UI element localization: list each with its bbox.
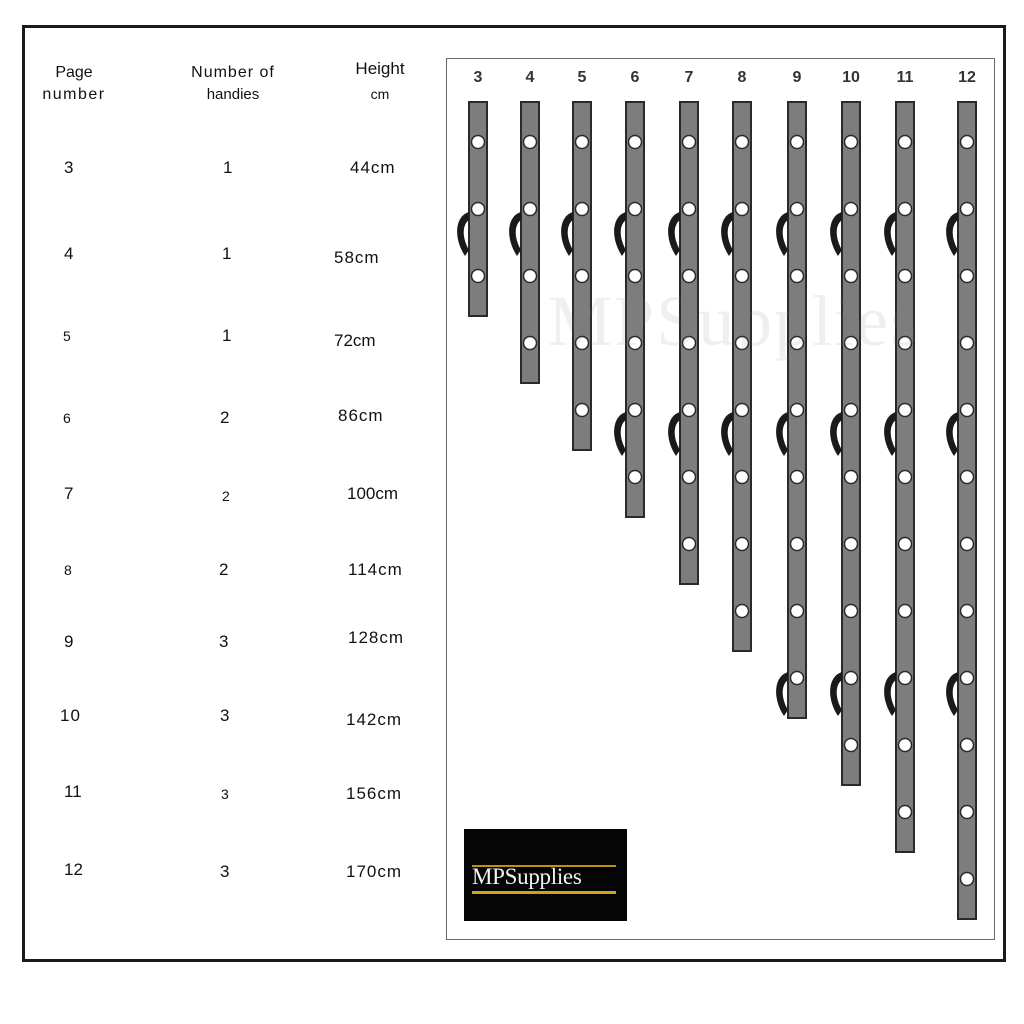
rung-hole xyxy=(683,136,696,149)
rung-hole xyxy=(683,538,696,551)
rung-hole xyxy=(845,672,858,685)
rung-hole xyxy=(899,136,912,149)
rung-hole xyxy=(629,270,642,283)
column-label: 11 xyxy=(896,69,914,86)
rung-hole xyxy=(736,605,749,618)
rung-hole xyxy=(472,136,485,149)
rung-hole xyxy=(791,404,804,417)
rung-hole xyxy=(524,136,537,149)
rung-hole xyxy=(845,605,858,618)
handle-icon xyxy=(614,212,626,256)
rung-hole xyxy=(472,203,485,216)
rung-hole xyxy=(629,471,642,484)
rung-hole xyxy=(791,471,804,484)
rung-hole xyxy=(683,404,696,417)
page-number-cell: 12 xyxy=(64,860,83,879)
rung-hole xyxy=(899,337,912,350)
page-number-cell: 3 xyxy=(64,158,74,177)
rung-hole xyxy=(845,471,858,484)
rung-hole xyxy=(961,337,974,350)
handle-icon xyxy=(884,672,896,716)
header-page-number: Page number xyxy=(42,64,106,103)
handle-icon xyxy=(457,212,469,256)
rung-hole xyxy=(791,337,804,350)
rung-hole xyxy=(736,337,749,350)
rung-hole xyxy=(899,672,912,685)
mpsupplies-logo xyxy=(464,829,627,921)
page-number-cell: 5 xyxy=(63,328,71,344)
rung-hole xyxy=(791,672,804,685)
page-number-cell: 8 xyxy=(64,562,72,578)
handle-icon xyxy=(776,412,788,456)
height-cell: 128cm xyxy=(348,628,405,647)
rung-hole xyxy=(629,136,642,149)
handle-icon xyxy=(946,672,958,716)
rung-hole xyxy=(629,404,642,417)
rung-hole xyxy=(899,739,912,752)
rung-hole xyxy=(576,136,589,149)
rung-hole xyxy=(576,337,589,350)
rung-hole xyxy=(899,471,912,484)
rung-hole xyxy=(524,337,537,350)
column-label: 7 xyxy=(684,69,694,86)
rung-hole xyxy=(736,136,749,149)
rung-hole xyxy=(845,270,858,283)
page-number-cell: 10 xyxy=(60,706,81,725)
height-cell: 156cm xyxy=(346,784,403,803)
rung-hole xyxy=(576,203,589,216)
height-cell: 100cm xyxy=(347,484,399,503)
column-label: 12 xyxy=(958,69,976,86)
rung-hole xyxy=(961,605,974,618)
rung-hole xyxy=(791,203,804,216)
column-label: 4 xyxy=(525,69,535,86)
header-height: Height cm xyxy=(355,59,405,102)
column-label: 9 xyxy=(792,69,802,86)
column-label: 6 xyxy=(630,69,640,86)
ladder-bar xyxy=(733,102,751,651)
handies-cell: 3 xyxy=(220,706,230,725)
rung-hole xyxy=(791,605,804,618)
handle-icon xyxy=(776,672,788,716)
rung-hole xyxy=(899,605,912,618)
page-number-cell: 7 xyxy=(64,484,74,503)
column-label: 10 xyxy=(842,69,860,86)
rung-hole xyxy=(961,270,974,283)
rung-hole xyxy=(899,538,912,551)
handle-icon xyxy=(668,212,680,256)
height-cell: 86cm xyxy=(338,406,384,425)
rung-hole xyxy=(736,471,749,484)
rung-hole xyxy=(736,270,749,283)
rung-hole xyxy=(791,538,804,551)
handies-cell: 2 xyxy=(222,488,230,504)
rung-hole xyxy=(736,538,749,551)
rung-hole xyxy=(845,739,858,752)
height-cell: 142cm xyxy=(346,710,403,729)
rung-hole xyxy=(845,136,858,149)
page-number-cell: 4 xyxy=(64,244,74,263)
rung-hole xyxy=(899,203,912,216)
column-label: 8 xyxy=(737,69,747,86)
rung-hole xyxy=(961,806,974,819)
handle-icon xyxy=(884,212,896,256)
rung-hole xyxy=(736,404,749,417)
rung-hole xyxy=(683,337,696,350)
rung-hole xyxy=(472,270,485,283)
handies-cell: 2 xyxy=(219,560,229,579)
rung-hole xyxy=(961,404,974,417)
handle-icon xyxy=(884,412,896,456)
height-cell: 114cm xyxy=(348,560,403,579)
rung-hole xyxy=(961,672,974,685)
handies-cell: 1 xyxy=(223,158,233,177)
height-cell: 58cm xyxy=(334,248,380,267)
rung-hole xyxy=(845,404,858,417)
column-label: 5 xyxy=(577,69,587,86)
rung-hole xyxy=(629,203,642,216)
handle-icon xyxy=(721,412,733,456)
rung-hole xyxy=(845,337,858,350)
handies-cell: 2 xyxy=(220,408,230,427)
rung-hole xyxy=(576,270,589,283)
rung-hole xyxy=(576,404,589,417)
rung-hole xyxy=(683,203,696,216)
handle-icon xyxy=(830,412,842,456)
handies-cell: 3 xyxy=(220,862,230,881)
rung-hole xyxy=(524,203,537,216)
handies-cell: 3 xyxy=(219,632,229,651)
handle-icon xyxy=(614,412,626,456)
rung-hole xyxy=(961,203,974,216)
handle-icon xyxy=(721,212,733,256)
rung-hole xyxy=(524,270,537,283)
ladder-bar xyxy=(626,102,644,517)
handies-cell: 1 xyxy=(222,326,232,345)
handle-icon xyxy=(830,212,842,256)
rung-hole xyxy=(736,203,749,216)
rung-hole xyxy=(961,538,974,551)
rung-hole xyxy=(845,538,858,551)
logo-underline xyxy=(472,891,616,894)
page-number-cell: 9 xyxy=(64,632,74,651)
rung-hole xyxy=(961,739,974,752)
handle-icon xyxy=(668,412,680,456)
height-cell: 170cm xyxy=(346,862,403,881)
rung-hole xyxy=(845,203,858,216)
rung-hole xyxy=(899,806,912,819)
rung-hole xyxy=(683,471,696,484)
handies-cell: 1 xyxy=(222,244,232,263)
handle-icon xyxy=(946,412,958,456)
page-number-cell: 11 xyxy=(64,782,82,801)
ladder-bar xyxy=(958,102,976,919)
handle-icon xyxy=(830,672,842,716)
rung-hole xyxy=(961,873,974,886)
header-number-of-handies: Number of handies xyxy=(191,64,275,103)
handle-icon xyxy=(509,212,521,256)
handies-cell: 3 xyxy=(221,786,229,802)
rung-hole xyxy=(961,136,974,149)
rung-hole xyxy=(683,270,696,283)
height-cell: 72cm xyxy=(334,331,376,350)
height-cell: 44cm xyxy=(350,158,396,177)
rung-hole xyxy=(899,270,912,283)
handle-icon xyxy=(561,212,573,256)
rung-hole xyxy=(899,404,912,417)
handle-icon xyxy=(946,212,958,256)
rung-hole xyxy=(791,136,804,149)
column-label: 3 xyxy=(473,69,483,86)
logo-text: MPSupplies xyxy=(472,864,582,889)
rung-hole xyxy=(791,270,804,283)
page-number-cell: 6 xyxy=(63,410,71,426)
handle-icon xyxy=(776,212,788,256)
rung-hole xyxy=(629,337,642,350)
rung-hole xyxy=(961,471,974,484)
